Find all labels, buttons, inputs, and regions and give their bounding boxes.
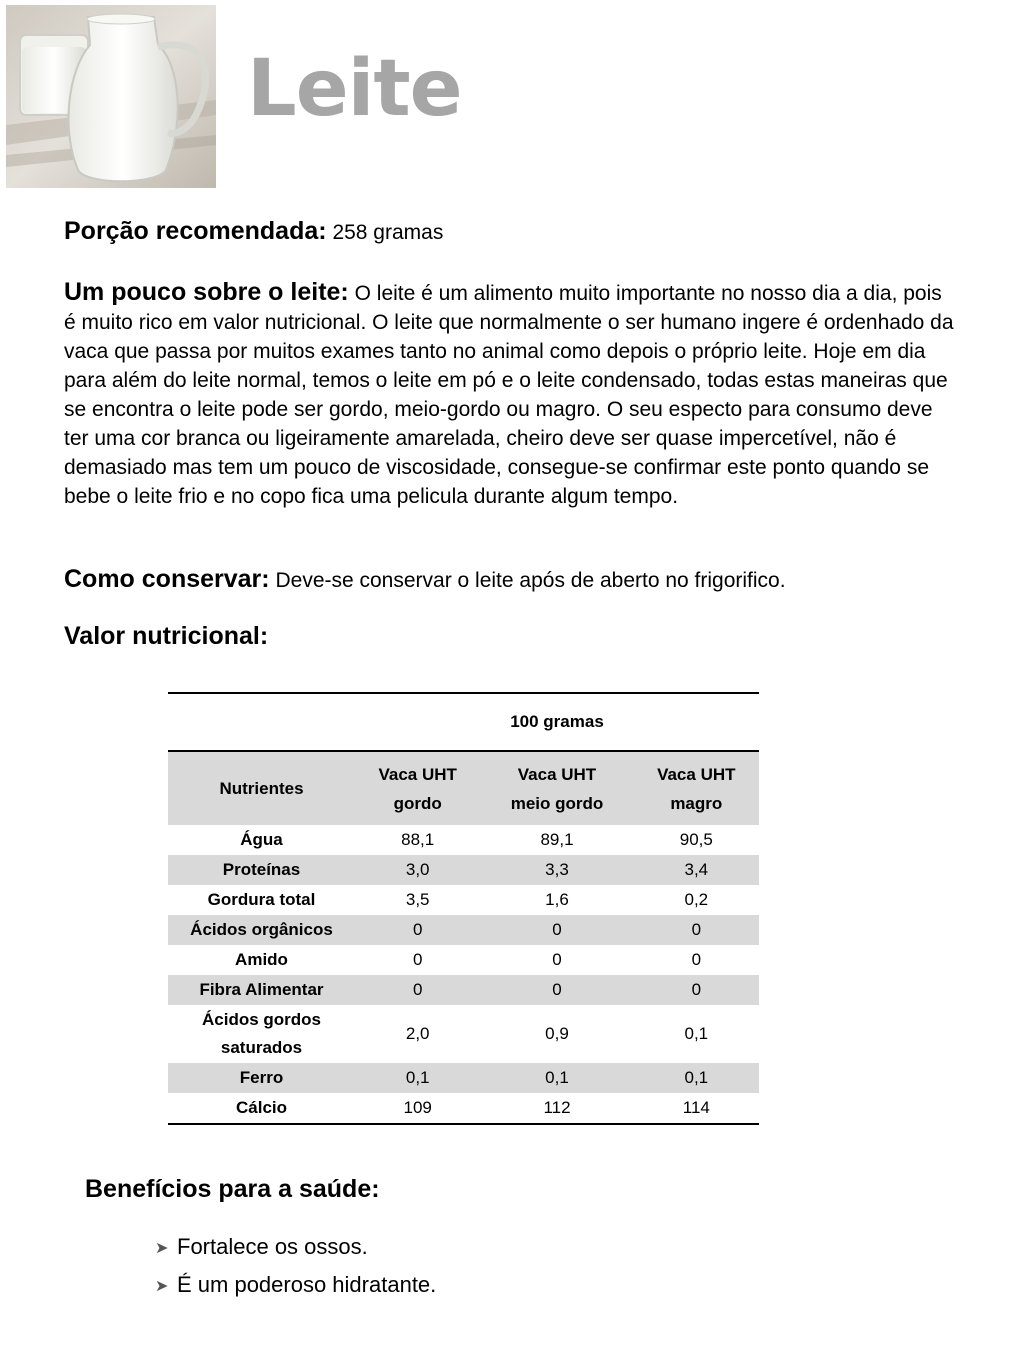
conserve-text: Deve-se conservar o leite após de aberto no frigorifico.	[275, 569, 786, 592]
nutrient-value-cell: 109	[403, 1098, 432, 1117]
table-row	[168, 1005, 759, 1063]
nutrient-value-cell: 3,0	[355, 855, 480, 885]
table-row	[168, 1063, 759, 1093]
column-header: Nutrientes	[168, 751, 355, 825]
benefit-text: É um poderoso hidratante.	[177, 1272, 437, 1297]
nutrient-value-cell: 0	[480, 915, 633, 945]
nutrient-name-cell: Ácidos gordos saturados	[201, 1010, 321, 1057]
nutrient-value-cell: 90,5	[679, 830, 713, 849]
conserve-section	[64, 565, 954, 595]
nutrient-value-cell: 0,1	[355, 1063, 480, 1093]
table-header-row	[168, 751, 759, 825]
nutrition-table	[168, 692, 759, 1125]
nutrient-name-cell: Ácidos orgânicos	[168, 915, 355, 945]
conserve-label: Como conservar:	[64, 565, 270, 593]
nutrient-name-cell: Água	[240, 830, 283, 849]
nutrient-value-cell: 3,3	[480, 855, 633, 885]
milk-photo	[6, 5, 216, 188]
nutrient-value-cell: 0	[634, 915, 759, 945]
benefits-list	[155, 1234, 436, 1310]
table-row	[168, 825, 759, 855]
arrow-bullet-icon: ➤	[155, 1240, 169, 1257]
nutrient-value-cell: 0	[552, 950, 562, 969]
table-group-header: 100 gramas	[355, 693, 759, 751]
arrow-bullet-icon: ➤	[155, 1278, 169, 1295]
about-text: O leite é um alimento muito importante no nosso dia a dia, pois é muito rico em valor nutricional. O leite que normalmente o ser humano ingere é ordenhado da vaca que passa por muitos exames tanto no animal como depois o próprio leite. Hoje em dia para além do leite normal, temos o leite em pó e o leite condensado, todas estas maneiras que se encontra o leite pode ser gordo, meio-gordo ou magro. O seu especto para consumo deve ter uma cor branca ou ligeiramente amarelada, cheiro deve ser quase impercetível, não é demasiado mas tem um pouco de viscosidade, consegue-se confirmar este ponto quando se bebe o leite frio e no copo fica uma pelicula durante algum tempo.	[64, 282, 954, 508]
nutrient-name-cell: Amido	[235, 950, 288, 969]
nutrient-value-cell: 0	[412, 950, 423, 969]
portion-section	[64, 217, 954, 247]
table-row	[168, 885, 759, 915]
table-group-row	[168, 693, 759, 751]
column-header: Vaca UHT magro	[634, 751, 759, 825]
nutrient-value-cell: 114	[682, 1098, 710, 1117]
nutrient-value-cell: 3,4	[634, 855, 759, 885]
nutrient-value-cell: 0	[480, 975, 633, 1005]
nutrient-value-cell: 89,1	[540, 830, 574, 849]
nutrient-value-cell: 0,2	[684, 890, 709, 909]
table-row	[168, 1093, 759, 1124]
table-row	[168, 855, 759, 885]
table-row	[168, 915, 759, 945]
nutrient-value-cell: 112	[543, 1098, 571, 1117]
nutrient-value-cell: 0	[355, 915, 480, 945]
nutrient-name-cell: Fibra Alimentar	[168, 975, 355, 1005]
nutrient-name-cell: Cálcio	[235, 1098, 288, 1117]
nutrient-value-cell: 1,6	[545, 890, 569, 909]
nutrient-name-cell: Ferro	[168, 1063, 355, 1093]
portion-value: 258 gramas	[332, 221, 444, 244]
nutrient-value-cell: 2,0	[405, 1024, 430, 1043]
nutrient-value-cell: 88,1	[401, 830, 435, 849]
nutrient-value-cell: 0	[634, 975, 759, 1005]
nutrition-heading: Valor nutricional:	[64, 622, 269, 650]
table-row	[168, 945, 759, 975]
about-section	[64, 278, 954, 511]
nutrient-value-cell: 0,9	[545, 1024, 569, 1043]
list-item	[155, 1234, 436, 1272]
benefits-heading: Benefícios para a saúde:	[85, 1175, 380, 1203]
nutrient-value-cell: 0,1	[634, 1063, 759, 1093]
nutrient-name-cell: Gordura total	[207, 890, 316, 909]
page-title: Leite	[247, 44, 462, 134]
nutrient-value-cell: 0	[355, 975, 480, 1005]
nutrient-value-cell: 0	[691, 950, 702, 969]
benefit-text: Fortalece os ossos.	[177, 1234, 368, 1259]
column-header: Vaca UHT meio gordo	[480, 751, 633, 825]
about-label: Um pouco sobre o leite:	[64, 278, 349, 306]
table-row	[168, 975, 759, 1005]
nutrient-value-cell: 3,5	[405, 890, 430, 909]
list-item	[155, 1272, 436, 1310]
nutrient-value-cell: 0,1	[480, 1063, 633, 1093]
portion-label: Porção recomendada:	[64, 217, 327, 245]
nutrient-value-cell: 0,1	[684, 1024, 709, 1043]
column-header: Vaca UHT gordo	[355, 751, 480, 825]
nutrient-name-cell: Proteínas	[168, 855, 355, 885]
